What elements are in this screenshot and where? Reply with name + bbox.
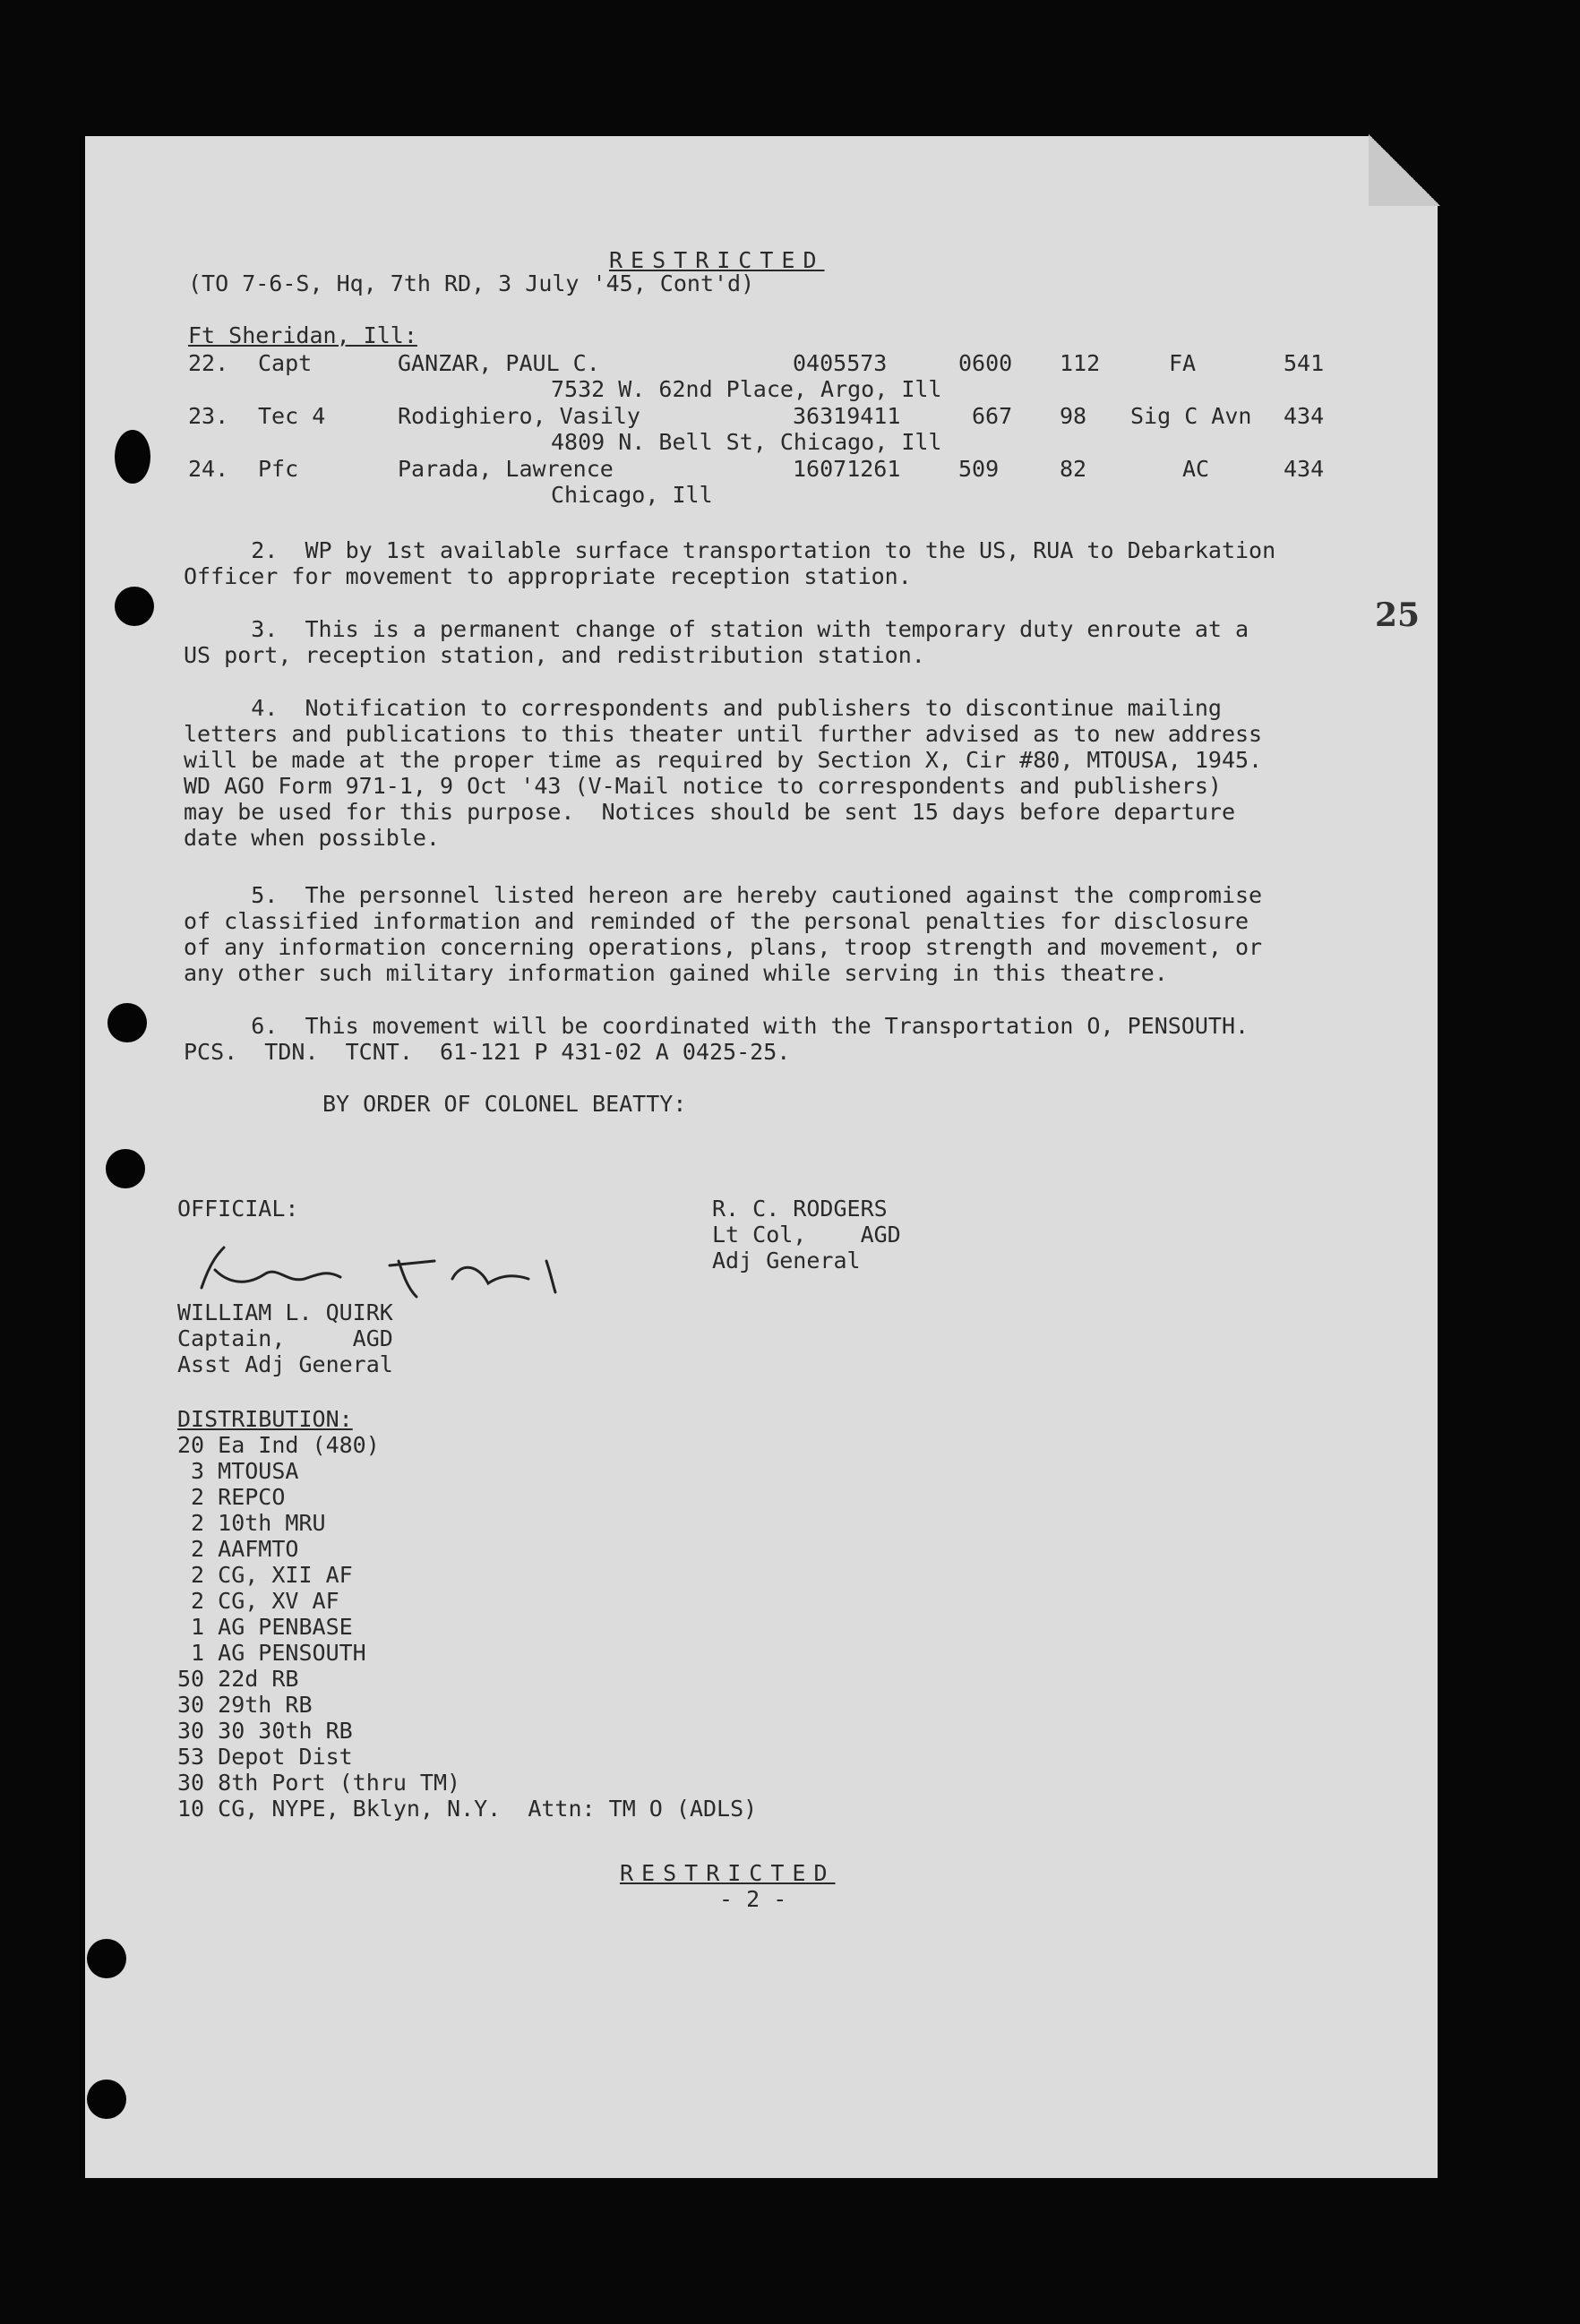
person-name: GANZAR, PAUL C. <box>398 350 600 376</box>
code-3: 541 <box>1284 350 1325 376</box>
row-number: 22. <box>188 350 229 376</box>
paragraph-6: 6. This movement will be coordinated with the Transportation O, PENSOUTH. PCS. TDN. TCNT. 61-121 P 431-02 A 0425-25. <box>184 1013 1249 1065</box>
page-number: - 2 - <box>719 1886 787 1912</box>
official-rank: Captain, AGD <box>177 1325 393 1351</box>
distribution-item: 10 CG, NYPE, Bklyn, N.Y. Attn: TM O (ADLS) <box>177 1796 758 1822</box>
punch-hole <box>106 1149 145 1188</box>
distribution-item: 2 CG, XII AF <box>177 1562 353 1588</box>
row-number: 24. <box>188 456 229 482</box>
paragraph-2: 2. WP by 1st available surface transportation to the US, RUA to Debarkation Officer for movement to appropriate reception station. <box>184 537 1276 589</box>
distribution-item: 30 30 30th RB <box>177 1718 353 1744</box>
distribution-item: 2 10th MRU <box>177 1510 326 1536</box>
paragraph-5: 5. The personnel listed hereon are hereby cautioned against the compromise of classified information and reminded of the personal penalties for disclosure of any information concerning operations, plans, troop strength and movement, or any other such military information gained while serving in this theatre. <box>184 882 1263 986</box>
serial-number: 0405573 <box>793 350 888 376</box>
address: 7532 W. 62nd Place, Argo, Ill <box>551 376 942 402</box>
order-line: BY ORDER OF COLONEL BEATTY: <box>322 1091 687 1117</box>
branch: AC <box>1182 456 1210 482</box>
branch: FA <box>1169 350 1197 376</box>
official-title: Asst Adj General <box>177 1351 393 1377</box>
distribution-item: 1 AG PENBASE <box>177 1614 353 1640</box>
authority-name: R. C. RODGERS <box>712 1196 888 1222</box>
distribution-item: 30 29th RB <box>177 1692 313 1718</box>
location-heading: Ft Sheridan, Ill: <box>188 322 417 348</box>
distribution-label: DISTRIBUTION: <box>177 1406 353 1432</box>
paragraph-3: 3. This is a permanent change of station with temporary duty enroute at a US port, reception station, and redistribution station. <box>184 616 1249 668</box>
punch-hole <box>87 2080 126 2119</box>
code-2: 98 <box>1060 403 1087 429</box>
rank: Pfc <box>258 456 299 482</box>
official-label: OFFICIAL: <box>177 1196 299 1222</box>
code-2: 82 <box>1060 456 1087 482</box>
classification-header: RESTRICTED <box>609 247 825 273</box>
person-name: Parada, Lawrence <box>398 456 614 482</box>
distribution-item: 53 Depot Dist <box>177 1744 353 1770</box>
code-3: 434 <box>1284 456 1325 482</box>
distribution-item: 2 AAFMTO <box>177 1536 299 1562</box>
punch-hole <box>115 430 150 484</box>
folded-corner <box>1369 134 1440 206</box>
authority-rank: Lt Col, AGD <box>712 1222 901 1248</box>
signature <box>193 1234 623 1306</box>
paragraph-4: 4. Notification to correspondents and publishers to discontinue mailing letters and publications to this theater until further advised as to new address will be made at the proper time as required by Section X, Cir #80, MTOUSA, 1945. WD AGO Form 971-1, 9 Oct '43 (V-Mail notice to correspondents and publishers) may be used for this purpose. Notices should be sent 15 days before departure date when possible. <box>184 695 1263 851</box>
distribution-item: 3 MTOUSA <box>177 1458 299 1484</box>
distribution-item: 50 22d RB <box>177 1666 299 1692</box>
serial-number: 16071261 <box>793 456 901 482</box>
rank: Tec 4 <box>258 403 326 429</box>
distribution-item: 2 CG, XV AF <box>177 1588 339 1614</box>
authority-title: Adj General <box>712 1248 861 1273</box>
address: Chicago, Ill <box>551 482 713 508</box>
code-1: 509 <box>958 456 1000 482</box>
code-2: 112 <box>1060 350 1101 376</box>
classification-footer: RESTRICTED <box>620 1860 836 1886</box>
rank: Capt <box>258 350 313 376</box>
row-number: 23. <box>188 403 229 429</box>
distribution-item: 30 8th Port (thru TM) <box>177 1770 461 1796</box>
official-name: WILLIAM L. QUIRK <box>177 1299 393 1325</box>
distribution-item: 1 AG PENSOUTH <box>177 1640 366 1666</box>
branch: Sig C Avn <box>1130 403 1252 429</box>
serial-number: 36319411 <box>793 403 901 429</box>
margin-page-number: 25 <box>1375 596 1421 634</box>
punch-hole <box>87 1939 126 1978</box>
distribution-item: 20 Ea Ind (480) <box>177 1432 380 1458</box>
code-1: 0600 <box>958 350 1013 376</box>
order-reference: (TO 7-6-S, Hq, 7th RD, 3 July '45, Cont'd) <box>188 270 755 296</box>
punch-hole <box>115 587 154 626</box>
code-3: 434 <box>1284 403 1325 429</box>
distribution-item: 2 REPCO <box>177 1484 286 1510</box>
code-1: 667 <box>972 403 1013 429</box>
address: 4809 N. Bell St, Chicago, Ill <box>551 429 942 455</box>
punch-hole <box>107 1003 147 1042</box>
person-name: Rodighiero, Vasily <box>398 403 640 429</box>
